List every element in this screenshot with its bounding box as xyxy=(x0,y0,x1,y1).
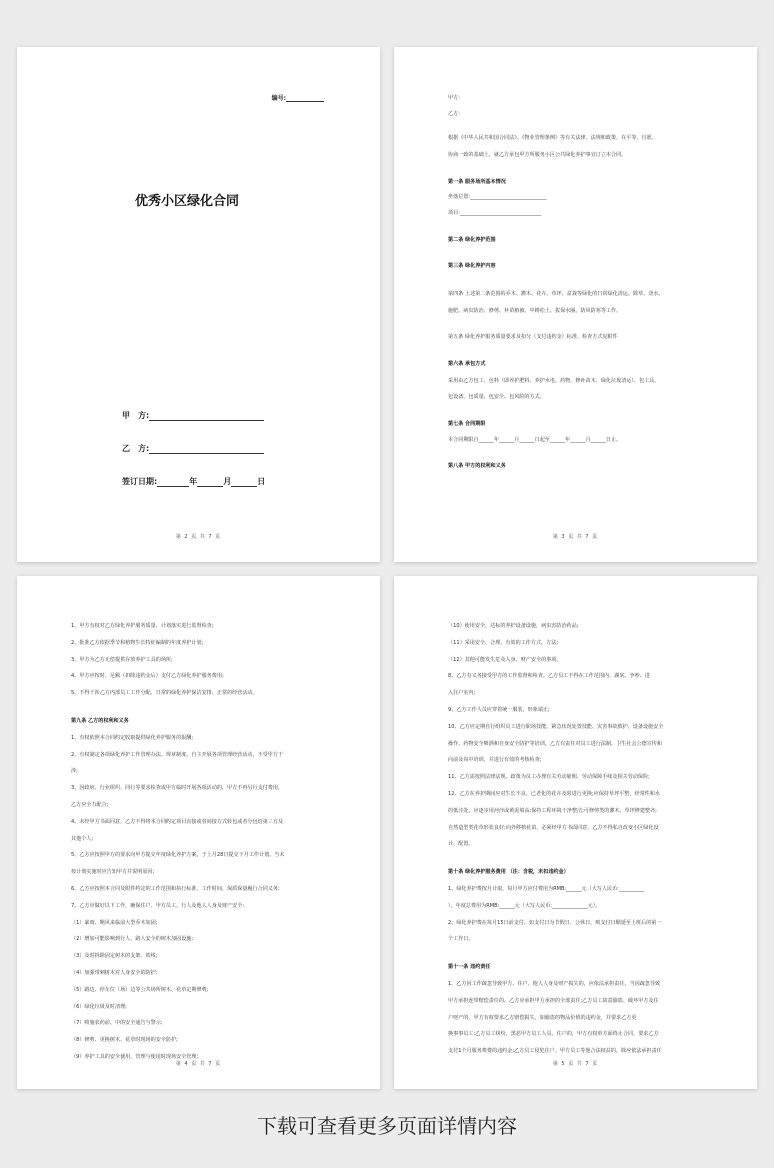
text-line: 10、乙方应定期自行组织员工进行职场技能、紧急状况处置技能、灾害事故救护、设备设施安全 xyxy=(448,723,664,730)
text-line: 3、甲方为乙方无偿提供存放养护工具的场所; xyxy=(71,656,173,663)
text-line: （6）绿化垃圾及时清理; xyxy=(71,1003,127,1010)
page-footer: 第 5 页 共 7 页 xyxy=(552,1061,599,1067)
text-line: 入住户室内; xyxy=(448,690,476,697)
year-blank xyxy=(157,478,189,487)
text-line: 涉; xyxy=(71,768,78,775)
text-line: （2）增加可能影响到行人、路人安全的树木加固设施; xyxy=(71,936,194,943)
page-cover xyxy=(17,47,380,562)
text-line: 1、有权依照本合同约定收取提供绿化养护服务的报酬; xyxy=(71,734,194,741)
sign-date-label: 签订日期: xyxy=(122,477,158,486)
text-line: 1、绿化养护费按月计取，每月甲方应付费用为RMB:______元（大写人民币:__________ xyxy=(448,885,645,892)
section-heading: 第七条 合同期限 xyxy=(448,421,486,428)
text-line: ），年度总费用为RMB:______元（大写人民币:______________元）。 xyxy=(448,902,601,909)
section-heading: 第二条 绿化养护范围 xyxy=(448,236,496,243)
text-line: 换事事员工;乙方员工纠纷、黑恶甲方员工人员、住户的，甲方有权单方面终止合同，要求乙方 xyxy=(448,1031,659,1038)
text-line: 向前及岗中培训，并进行有效的考核检查; xyxy=(448,757,542,764)
text-line: 本合同期限自______年______月______日起至______年______月______日止。 xyxy=(448,436,622,443)
text-line: 按计划实施时应告知甲方并说明原因; xyxy=(71,869,155,876)
day-blank xyxy=(231,478,257,487)
text-line: （5）路边、停车位（场）边等公共场所树木、花草定期修剪; xyxy=(71,986,209,993)
year-unit: 年 xyxy=(189,477,198,486)
text-line: 6、乙方应按照本合同及附件约定的工作范围和执行标准、工作时间，保质保量履行合同义务; xyxy=(71,885,280,892)
page-footer: 第 4 页 共 7 页 xyxy=(175,1061,222,1067)
text-line: 项目:________________________________ xyxy=(448,209,542,216)
page-3 xyxy=(394,47,757,562)
contract-number-label: 编号: xyxy=(271,95,286,102)
text-line: 11、乙方需按照法律法规、政策为员工办理有关劳动雇佣、劳动保障手续及相关劳动保险; xyxy=(448,774,650,781)
day-unit: 日 xyxy=(257,477,266,486)
text-line: 1、乙方因工作疏忽导致甲方、住户、他人人身及财产损失的，应依法承担责任，当因疏忽导致 xyxy=(448,980,661,987)
text-line: 9、乙方工作人员应穿着统一服装，形象端正; xyxy=(448,706,550,713)
text-line: （9）养护工具的安全使用、管理与使用时现场安全管理; xyxy=(71,1053,199,1060)
party-a-field xyxy=(122,410,264,421)
text-line: 2、绿化养护费在每月15日前支付，如支付日为节假日、公休日，则支付日顺延至上班后的第一 xyxy=(448,919,662,926)
text-line: （1）暴雨、飓风来临前大型乔木加固; xyxy=(71,919,158,926)
party-a-blank xyxy=(149,412,264,421)
month-blank xyxy=(197,478,223,487)
text-line: 操作、药物安全喷洒和自身安全防护等培训。乙方有责任对员工进行法制、卫生社会公德宣传和 xyxy=(448,740,662,747)
page-4-body xyxy=(71,618,326,1066)
section-heading: 第六条 承包方式 xyxy=(448,360,486,367)
text-line: 2、批准乙方依据季节和植物生长特征编制的年度养护计划; xyxy=(71,639,204,646)
section-heading: 第十一条 违约责任 xyxy=(448,964,491,971)
contract-number-blank xyxy=(286,96,324,102)
section-heading: 第十条 绿化养护服务费用 （注：含税，未扣违约金） xyxy=(448,869,569,876)
text-line: 自然造型类花草形状良好;向外移植花苗，必须经甲方书面同意，乙方不得私自改变小区绿化设 xyxy=(448,824,659,831)
text-line: 个工作日。 xyxy=(448,936,474,943)
page-5 xyxy=(394,576,757,1089)
page-footer: 第 3 页 共 7 页 xyxy=(552,534,599,540)
sign-date-field xyxy=(122,476,265,487)
section-heading: 第三条 绿化养护内容 xyxy=(448,263,496,270)
contract-title: 优秀小区绿化合同 xyxy=(135,194,240,209)
text-line: 12、乙方在养护期间应对生长不良、已老化的花卉及时进行更换;应保持草坪平整，经常性和水 xyxy=(448,790,660,797)
text-line: 5、不得干涉乙方内部员工工作分配、日常的绿化养护保洁安排、正常的经营活动。 xyxy=(71,690,258,697)
text-line: 4、甲方应按时、足额（扣除违约金后）支付乙方绿化养护服务费用; xyxy=(71,673,224,680)
page-5-body xyxy=(448,618,703,1060)
text-line: 7、乙方应做好以下工作，确保住户、甲方员工、行人及他人人身及财产安全: xyxy=(71,902,245,909)
page-footer: 第 2 页 共 7 页 xyxy=(175,534,222,540)
text-line: 协商一致的基础上，就乙方承包甲方所服务小区公共绿化养护事宜订立本合同。 xyxy=(448,151,627,158)
text-line: 户财产的，甲方有权要求乙方赔偿损失，如偷盗的物品价值的违约金，并要求乙方更 xyxy=(448,1014,637,1021)
text-line: 施肥、病虫防治、修剪、补苗植被、中耕松土、拔保水圈、防风防寒等工作。 xyxy=(448,307,622,314)
text-line: （8）修剪、更换树木、花草时现场的安全防护; xyxy=(71,1037,178,1044)
text-line: （12）其他可能发生危及人身、财产安全的事项。 xyxy=(448,656,562,663)
section-heading: 第一条 服务场所基本情况 xyxy=(448,178,506,185)
text-line: 根据《中华人民共和国合同法》、《物业管理条例》等有关法律、法规和政策，在平等、自愿、 xyxy=(448,135,657,142)
text-line: 2、有权制定各项绿化养护工作管理办法、规章制度，自主开展各项管理经营活动，不受甲方干 xyxy=(71,751,284,758)
text-line: （4）加强带刺树木对人身安全的防护; xyxy=(71,969,158,976)
text-line: 4、未经甲方书面同意，乙方不得将本合同约定项目直接或者间接方式转包或者分包给第三方及 xyxy=(71,818,284,825)
text-line: 坐落位置:______________________________ xyxy=(448,194,547,201)
download-caption: 下载可查看更多页面详情内容 xyxy=(257,1114,517,1138)
text-line: 其他个人; xyxy=(71,835,94,842)
party-a-label: 甲 方: xyxy=(122,411,150,420)
section-heading: 第九条 乙方的权利和义务 xyxy=(71,717,129,724)
page-4 xyxy=(17,576,380,1089)
text-line: （7）喷施农药前、中的安全通告与警示; xyxy=(71,1020,163,1027)
section-heading: 第八条 甲方的权利和义务 xyxy=(448,463,506,470)
text-line: 3、因政府、行业组织、同行等要求检查或甲方临时开展各项活动的，甲方不再另行支付费用， xyxy=(71,785,284,792)
text-line: （11）采用安全、合理、有效的工作方式、方法; xyxy=(448,639,559,646)
text-line: 支付1个月服务费费的违约金;乙方员工侵犯住户、甲方员工等他合法权益的，除应依法承担责任 xyxy=(448,1048,662,1055)
text-line: 采用由乙方包工、包料（即养护肥料、养护水电、药物、修补苗木、绿化垃圾清运）、包工具、 xyxy=(448,377,660,384)
text-line: 包设备、包质量、包安全、包风险的方式。 xyxy=(448,394,545,401)
text-line: 第五条 绿化养护服务质量要求及扣分（支付违约金）标准、检查方式见附件 xyxy=(448,334,618,341)
text-line: 1、甲方有权对乙方绿化养护服务质量、计划落实进行监督检查; xyxy=(71,623,214,629)
party-b-blank xyxy=(149,445,264,454)
text-line: 乙方: xyxy=(448,110,460,117)
text-line: 乙方应全力配合; xyxy=(71,801,109,808)
party-b-label: 乙 方: xyxy=(122,444,150,453)
month-unit: 月 xyxy=(223,477,232,486)
text-line: （10）使用安全、达标的养护设备设施，病虫害防治药品; xyxy=(448,623,579,629)
text-line: 的低洼处，应逐步用河沙或黄泥填高;保持工程环境干净整洁;可修剪类的灌木、草坪修建整齐; xyxy=(448,807,657,814)
page-3-body xyxy=(448,91,703,475)
contract-number xyxy=(272,93,324,102)
text-line: 第四条 上述第二条范围的乔木、灌木、花卉、草坪、盆栽等绿化的日常绿化清运、除草、浇水、 xyxy=(448,290,664,297)
text-line: 8、乙方有义务接受甲方的工作监督和检查。乙方员工不得在工作范围内、湖底、争吵、进 xyxy=(448,673,650,680)
party-b-field xyxy=(122,443,264,454)
text-line: 计、配置。 xyxy=(448,841,474,848)
text-line: 甲方承担连带赔偿责任的，乙方应承担甲方承担的全部责任;乙方员工故意偷盗、破坏甲方及住 xyxy=(448,997,659,1004)
text-line: （3）及时拆除固定树木的支架、铁线; xyxy=(71,953,158,960)
text-line: 甲方: xyxy=(448,95,460,101)
text-line: 5、乙方应按照甲方的要求向甲方提交年度绿化养护方案，于上月28日提交下月工作计划。当未 xyxy=(71,852,285,859)
